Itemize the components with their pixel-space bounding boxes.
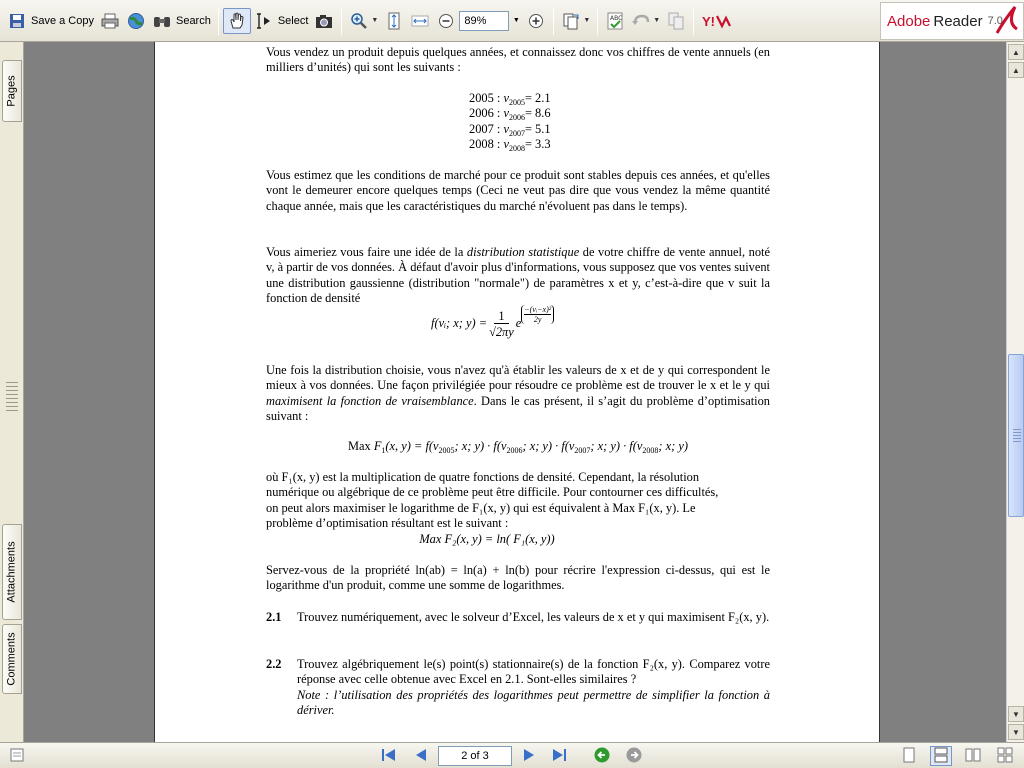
sales-value: = 8.6 [524, 106, 551, 121]
question-2-1-text: Trouvez numériquement, avec le solveur d’Excel, les valeurs de x et y qui maximisent F₂(x, y). [297, 610, 770, 624]
reader-swirl-icon [993, 5, 1019, 38]
fit-width-button[interactable] [407, 8, 433, 34]
zoom-out-button[interactable] [433, 8, 459, 34]
page-number-input[interactable] [438, 746, 512, 766]
sales-row [469, 91, 629, 106]
sales-list [469, 91, 629, 152]
zoom-dropdown-button[interactable] [509, 11, 523, 31]
rotate-view-button[interactable] [558, 8, 593, 34]
p5-line4: problème d’optimisation résultant est le suivant : [266, 515, 509, 530]
sales-var-sub: 2005 [508, 98, 525, 107]
tab-pages[interactable] [2, 60, 22, 122]
arrow-down-icon: ▼ [1012, 727, 1020, 737]
sales-var: v [503, 121, 509, 136]
density-fraction [489, 309, 514, 340]
max-term-var: f(v [493, 439, 507, 453]
globe-icon [126, 11, 146, 31]
last-page-button[interactable] [550, 747, 568, 765]
plus-circle-icon [526, 11, 546, 31]
single-page-layout-button[interactable] [898, 746, 920, 766]
select-label: Select [277, 14, 309, 27]
spell-check-icon [605, 11, 625, 31]
p5-line1: où F₁(x, y) est la multiplication de quatre fonctions de densité. Cependant, la résolution [266, 470, 700, 484]
sales-value: = 5.1 [524, 121, 551, 136]
paragraph-intro: Vous vendez un produit depuis quelques années, et connaissez donc vos chiffres de vente annuels (en milliers d’unités) qui sont les suivants : [266, 45, 770, 75]
status-bar [0, 742, 1024, 768]
select-tool-button[interactable] [251, 8, 312, 34]
paragraph-likelihood [266, 363, 770, 424]
zoom-in-button[interactable] [523, 8, 549, 34]
fit-page-button[interactable] [381, 8, 407, 34]
zoom-in-tool-button[interactable] [346, 8, 381, 34]
max-term-rest: ; x; y) · [454, 439, 494, 453]
zoom-level-input[interactable] [459, 11, 509, 31]
first-page-icon [381, 748, 397, 765]
max-term-rest: ; x; y) [658, 439, 688, 453]
brand-version: 7.0 [987, 15, 1003, 27]
next-page-button[interactable] [520, 747, 538, 765]
fit-width-icon [410, 11, 430, 31]
scroll-thumb-grip [1013, 429, 1021, 443]
floppy-disk-icon [7, 11, 27, 31]
tab-attachments[interactable] [2, 524, 22, 620]
question-2-2-note: Note : l’utilisation des propriétés des logarithmes peut permettre de simplifier la fonction à dériver. [297, 687, 770, 717]
question-2-2-body: Trouvez algébriquement le(s) point(s) stationnaire(s) de la fonction F₂(x, y). Comparez votre réponse avec celle obtenue avec Excel en 2.1. Sont-elles similaires ? [297, 657, 770, 687]
sales-var-sub: 2007 [508, 128, 525, 138]
previous-view-button[interactable] [593, 747, 611, 765]
p3-end: de votre chiffre de vente annuel, noté v, à partir de vos données. À défaut d'avoir plus d'informations, vous supposez que vos ventes suivent une distribution gaussienne (distribution "normale") de paramètres x et y, c’est-à-dire que v suit la fonction de densité [266, 245, 770, 305]
paragraph-distribution [266, 245, 770, 306]
max-term [561, 439, 629, 453]
email-button[interactable] [123, 8, 149, 34]
brand-name: Adobe [887, 12, 931, 30]
max-term-var: f(v [425, 439, 439, 453]
page-size-button[interactable] [8, 747, 26, 765]
minus-circle-icon [436, 11, 456, 31]
sales-row [469, 122, 629, 137]
pane-resize-grip[interactable] [6, 382, 18, 412]
facing-layout-button[interactable] [962, 746, 984, 766]
density-lhs: f(vᵢ; x; y) = [431, 316, 488, 331]
pdf-page [154, 42, 880, 742]
density-exponent-numerator: −(vᵢ−x)² [524, 305, 552, 314]
p5-line3: on peut alors maximiser le logarithme de F₁(x, y) qui est équivalent à Max F₁(x, y). Le [266, 500, 696, 515]
max-term-var: f(v [629, 439, 643, 453]
magnifier-icon [349, 11, 369, 31]
forward-arrow-icon [626, 747, 642, 766]
snapshot-button[interactable] [311, 8, 337, 34]
sales-var: v [503, 106, 509, 121]
adobe-reader-logo [880, 2, 1024, 40]
tab-pages-label: Pages [6, 75, 19, 107]
p3-italic: distribution statistique [466, 245, 580, 259]
density-e: e [515, 316, 522, 331]
undo-icon [631, 11, 651, 31]
scroll-page-up-button[interactable] [1008, 62, 1024, 78]
sales-rows [469, 91, 629, 152]
yahoo-button[interactable] [698, 8, 738, 34]
search-button[interactable] [149, 8, 214, 34]
density-exponent-denominator: 2y [533, 315, 542, 324]
navigation-pane [0, 42, 24, 742]
text-cursor-icon [254, 11, 274, 31]
scroll-thumb[interactable] [1008, 354, 1024, 517]
continuous-layout-button[interactable] [930, 746, 952, 766]
toolbar-separator [218, 7, 219, 35]
zoom-level-value: 89% [464, 14, 487, 27]
copy-icon [666, 11, 686, 31]
max-f: F [373, 439, 382, 453]
chevron-down-icon[interactable]: ▼ [583, 17, 591, 24]
tab-comments[interactable] [2, 624, 22, 694]
hand-tool-button[interactable] [223, 8, 251, 34]
scroll-page-down-button[interactable] [1008, 706, 1024, 722]
max-terms [425, 439, 688, 453]
sales-year: 2008 : [469, 136, 501, 151]
save-copy-button[interactable] [4, 8, 97, 34]
sales-value: = 2.1 [524, 91, 551, 105]
fit-page-icon [384, 11, 404, 31]
density-numerator: 1 [494, 309, 508, 324]
sales-var: v [503, 91, 509, 105]
sales-year: 2007 : [469, 121, 501, 136]
undo-button[interactable] [628, 8, 663, 34]
chevron-down-icon[interactable]: ▼ [653, 17, 661, 24]
next-view-button[interactable] [625, 747, 643, 765]
spell-check-button[interactable] [602, 8, 628, 34]
paragraph-market: Vous estimez que les conditions de marché pour ce produit sont stables depuis ces années, et qu'elles vont le demeurer encore quelques temps (Ceci ne veut pas dire que vous vendez la même quantité chaque année, mais que les caractéristiques du marché n'évoluent pas dans le temps). [266, 168, 770, 213]
max-args: (x, y) = [385, 439, 426, 453]
tab-comments-label: Comments [6, 632, 18, 686]
question-2-1-number: 2.1 [266, 610, 282, 624]
svg-text:Y!: Y! [702, 13, 716, 29]
density-exponent [521, 305, 554, 324]
search-label: Search [175, 14, 211, 27]
tab-attachments-label: Attachments [6, 541, 19, 603]
sales-row [469, 137, 629, 152]
p4-start: Une fois la distribution choisie, vous n'avez qu'à établir les valeurs de x et de y qui correspondent le mieux à vos données. Une façon privilégiée pour résoudre ce problème est de trouver le x et le y qui [266, 363, 770, 393]
max-term [629, 439, 688, 453]
arrow-up-icon: ▲ [1012, 47, 1020, 57]
p4-end: . Dans le cas présent, il s’agit du problème d’optimisation suivant : [266, 393, 771, 423]
p4-italic: maximisent la fonction de vraisemblance [266, 393, 474, 408]
hand-icon [227, 11, 247, 31]
svg-text:ABC: ABC [610, 14, 623, 22]
max-f2-formula: Max F₂(x, y) = ln( F₁(x, y)) [419, 532, 555, 546]
paragraph-log [266, 470, 770, 531]
sales-var-sub: 2008 [508, 143, 525, 153]
sales-var: v [503, 136, 509, 151]
toolbar-separator [597, 7, 598, 35]
vertical-scrollbar[interactable] [1006, 42, 1024, 742]
camera-icon [314, 11, 334, 31]
binoculars-icon [152, 11, 172, 31]
sales-year: 2006 : [469, 106, 501, 121]
double-arrow-up-icon: ▲ [1012, 65, 1020, 75]
facing-pages-icon [965, 747, 981, 766]
question-2-2-text [297, 657, 770, 718]
max-f-sub: 1 [381, 446, 386, 455]
sales-row [469, 106, 629, 121]
double-arrow-down-icon: ▼ [1012, 709, 1020, 719]
density-denominator: √2πy [489, 324, 514, 339]
toolbar [0, 0, 1024, 42]
max-prefix: Max [348, 439, 374, 453]
scroll-down-button[interactable] [1008, 724, 1024, 740]
first-page-button[interactable] [380, 747, 398, 765]
document-viewport[interactable] [24, 42, 1006, 742]
single-page-icon [902, 747, 916, 766]
p3-start: Vous aimeriez vous faire une idée de la [266, 245, 467, 259]
scroll-up-button[interactable] [1008, 44, 1024, 60]
sales-var-sub: 2006 [508, 113, 525, 123]
max-term [493, 439, 561, 453]
copy-button[interactable] [663, 8, 689, 34]
printer-icon [100, 11, 120, 31]
save-copy-label: Save a Copy [31, 14, 94, 27]
max-term-sub: 2007 [574, 446, 591, 455]
brand-product: Reader [933, 12, 983, 30]
sales-value: = 3.3 [524, 136, 551, 151]
yahoo-icon [701, 11, 735, 31]
density-formula [431, 303, 631, 345]
max-term-var: f(v [561, 439, 575, 453]
max-term [425, 439, 493, 453]
continuous-facing-layout-button[interactable] [994, 746, 1016, 766]
question-2-2-number: 2.2 [266, 657, 282, 671]
paragraph-servez: Servez-vous de la propriété ln(ab) = ln(a) + ln(b) pour récrire l'expression ci-dessus, qui est le logarithme d'un produit, comme une somme de logarithmes. [266, 563, 770, 593]
toolbar-separator [693, 7, 694, 35]
print-button[interactable] [97, 8, 123, 34]
max-term-rest: ; x; y) · [590, 439, 630, 453]
chevron-down-icon[interactable]: ▼ [371, 17, 379, 24]
max-term-sub: 2005 [438, 446, 455, 455]
toolbar-separator [553, 7, 554, 35]
continuous-facing-icon [997, 747, 1013, 766]
p5-line2: numérique ou algébrique de ce problème peut être difficile. Pour contourner ces difficultés, [266, 485, 719, 500]
max-term-rest: ; x; y) · [522, 439, 562, 453]
last-page-icon [551, 748, 567, 765]
previous-page-button[interactable] [412, 747, 430, 765]
chevron-down-icon: ▼ [512, 17, 520, 24]
max-f1-formula [266, 439, 770, 454]
previous-page-icon [415, 748, 427, 765]
page-number-value: 2 of 3 [461, 750, 489, 762]
pages-icon [561, 11, 581, 31]
sales-year: 2005 : [469, 91, 501, 105]
next-page-icon [523, 748, 535, 765]
back-arrow-icon [594, 747, 610, 766]
max-term-sub: 2006 [506, 446, 523, 455]
page-size-icon [10, 748, 24, 765]
max-term-sub: 2008 [642, 446, 659, 455]
continuous-page-icon [933, 747, 949, 766]
toolbar-separator [341, 7, 342, 35]
